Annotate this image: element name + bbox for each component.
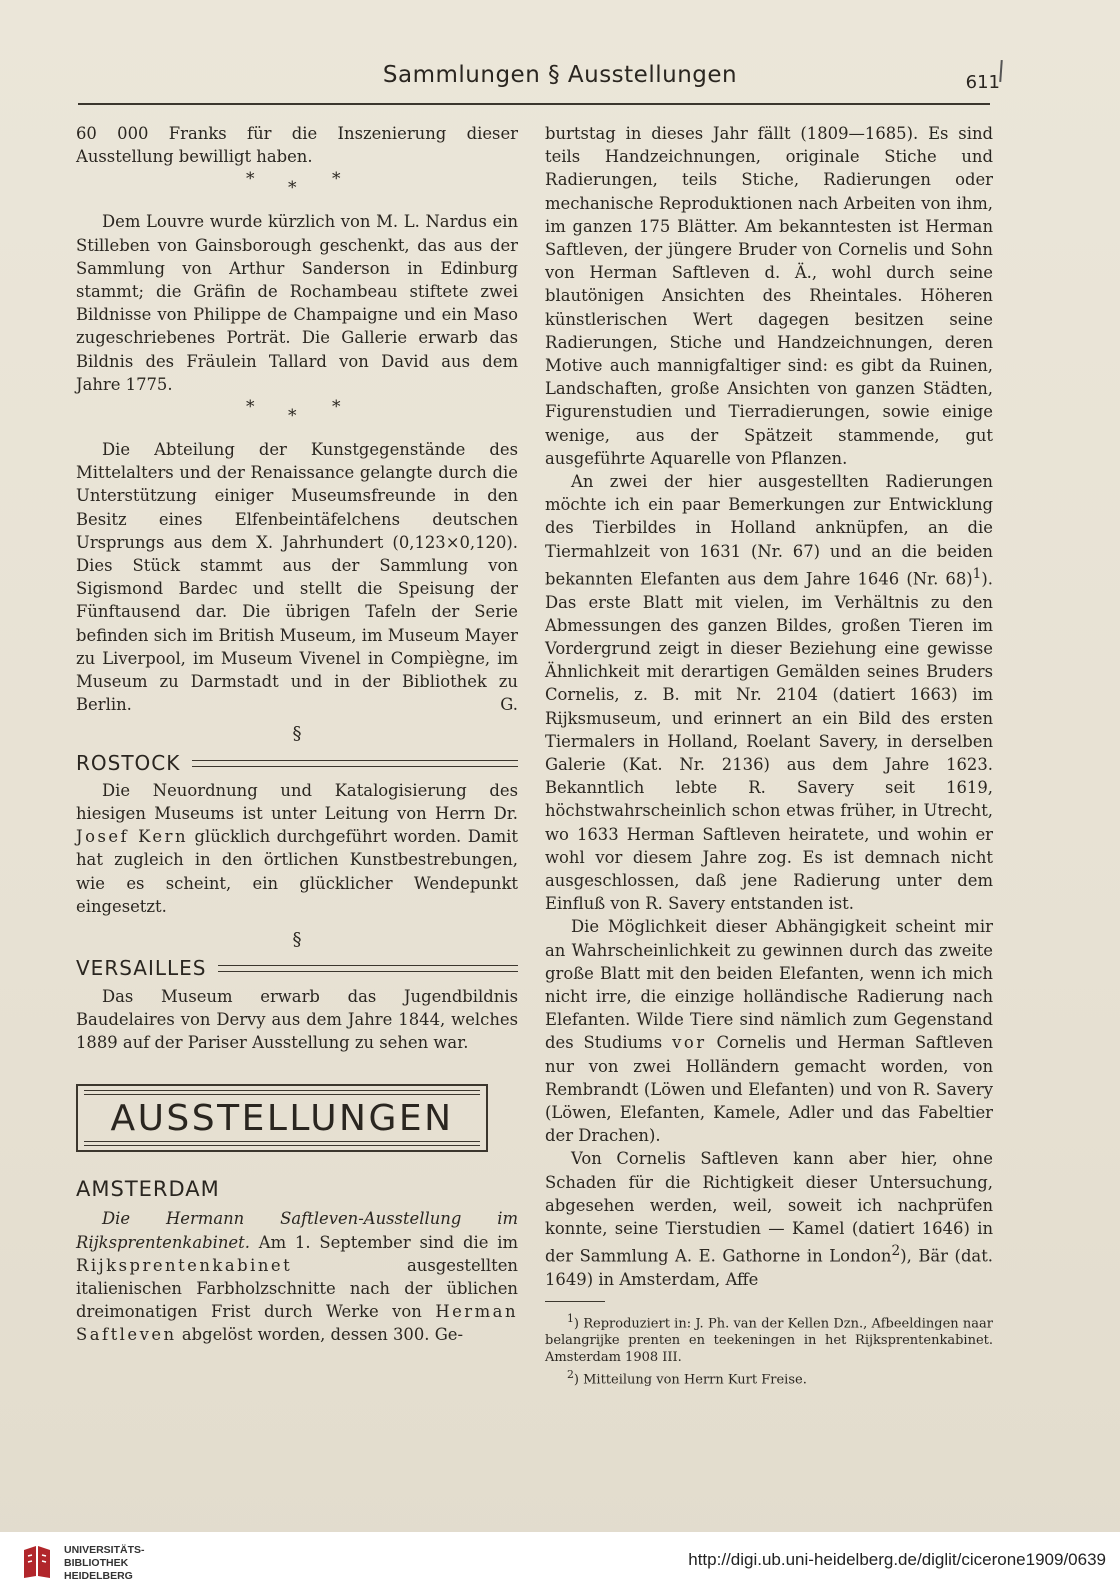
- section-ornament-icon: §: [292, 723, 302, 745]
- source-url[interactable]: http://digi.ub.uni-heidelberg.de/diglit/cicerone1909/0639: [688, 1550, 1106, 1569]
- text-run: An zwei der hier ausgestellten Radierungen möchte ich ein paar Bemerkungen zur Entwicklung des Tierbildes in Holland anknüpfen, an die Tiermahlzeit von 1631 (Nr. 67) und an die beiden bekannten Elefanten aus dem Jahre 1646 (Nr. 68): [545, 472, 993, 589]
- footnote-text: Reproduziert in: J. Ph. van der Kellen Dzn., Afbeeldingen naar belangrijke prenten en teekeningen in het Rijksprentenkabinet. Amsterdam 1908 III.: [545, 1316, 993, 1366]
- paragraph: [545, 915, 993, 1147]
- library-name-line: BIBLIOTHEK: [64, 1557, 129, 1569]
- page-number: 611: [965, 72, 1000, 93]
- section-ornament-icon: §: [292, 929, 302, 951]
- library-logo-icon[interactable]: [18, 1542, 56, 1582]
- paragraph-text: Die Abteilung der Kunstgegenstände des Mittelalters und der Renaissance gelangte durch die Unterstützung einiger Museumsfreunde in den Besitz eines Elfenbeintäfelchens deutschen Ursprungs aus dem X. Jahrhundert (0,123×0,120). Dies Stück stammt aus der Sammlung von Sigismond Bardec und stellt die Speisung der Fünftausend dar. Die übrigen Tafeln der Serie befinden sich im British Museum, im Museum Mayer zu Liverpool, im Museum Vivenel in Compiègne, im Museum zu Darmstadt und in der Bibliothek zu Berlin.: [76, 440, 518, 715]
- left-column: [76, 122, 518, 1347]
- paragraph: [76, 779, 518, 918]
- footnote-rule: [545, 1301, 605, 1302]
- paragraph: burtstag in dieses Jahr fällt (1809—1685). Es sind teils Handzeichnungen, originale Stiche und Radierungen, teils Stiche, Radierungen oder mechanische Reproduktionen nach Arbeiten von ihm, im ganzen 175 Blätter. Am bekanntesten ist Herman Saftleven, der jüngere Bruder von Cornelis und Sohn von Herman Saftleven d. Ä., wohl durch seine blautönigen Ansichten des Rheintales. Höheren künstlerischen Wert dagegen besitzen seine Radierungen, Stiche und Handzeichnungen, deren Motive auch mannigfaltiger sind: es gibt da Ruinen, Landschaften, große Ansichten von ganzen Städten, Figurenstudien und Tierradierungen, sowie einige wenige, aus der Spätzeit stammende, gut ausgeführte Aquarelle von Pflanzen.: [545, 124, 993, 468]
- right-column: [545, 122, 993, 1389]
- city-heading-versailles: [76, 957, 518, 980]
- paragraph: Dem Louvre wurde kürzlich von M. L. Nardus ein Stilleben von Gainsborough geschenkt, das aus der Sammlung von Arthur Sanderson in Edinburg stammt; die Gräfin de Rochambeau stiftete zwei Bildnisse von Philippe de Champaigne und ein Maso zugeschriebenes Porträt. Die Gallerie erwarb das Bildnis des Fräulein Tallard von David aus dem Jahre 1775.: [76, 212, 518, 394]
- person-name: Josef Kern: [76, 827, 189, 847]
- footnote-ref: 2: [891, 1243, 901, 1260]
- text-run: ), Bär (dat. 1649) in Amsterdam, Affe: [545, 1246, 993, 1289]
- text-run: . Das erste Blatt mit vielen, im Verhältnis zu den Abmessungen des ganzen Bildes, großen Tieren im Vordergrund zeigt in dieser Beziehung eine gewisse Ähnlichkeit mit derartigen Gemälden seines Bruders Cornelis, z. B. mit Nr. 2104 (datiert 1663) im Rijksmuseum, und erinnert an ein Bild des ersten Tiermalers in Holland, Roelant Savery, in derselben Galerie (Kat. Nr. 2136) aus dem Jahre 1623. Bekanntlich lebte R. Savery seit 1619, höchstwahrscheinlich schon etwas früher, in Utrecht, wo 1633 Herman Saftleven heiratete, und wohin er wohl vor diesem Jahre zog. Es ist demnach nicht ausgeschlossen, daß jene Radierung unter dem Einfluß von R. Savery entstanden ist.: [545, 569, 993, 914]
- article-title: Die Hermann Saftleven-Ausstellung im Rijksprentenkabinet.: [76, 1209, 518, 1252]
- text-run: Cornelis und Herman Saftleven nur von zwei Holländern gemacht worden, von Rembrandt (Löwen und Elefanten) und von R. Savery (Löwen, Elefanten, Kamele, Adler und das Fabeltier der Drachen).: [545, 1033, 993, 1146]
- person-name: Herman Saftleven: [76, 1302, 519, 1345]
- paragraph: 60 000 Franks für die Inszenierung dieser Ausstellung bewilligt haben.: [76, 124, 518, 167]
- footnote-text: Mitteilung von Herrn Kurt Freise.: [583, 1372, 807, 1388]
- text-run: Am 1. September sind die im: [258, 1232, 518, 1252]
- footnote: $^2$) Mitteilung von Herrn Kurt Freise.: [567, 1368, 807, 1388]
- asterism: * * *: [246, 397, 341, 427]
- city-heading-label: VERSAILLES: [76, 956, 207, 981]
- paragraph: Das Museum erwarb das Jugendbildnis Baudelaires von Dervy aus dem Jahre 1844, welches 1889 auf der Pariser Ausstellung zu sehen war.: [76, 986, 518, 1052]
- footnote-mark: 1: [567, 1312, 574, 1326]
- running-title: Sammlungen § Ausstellungen: [382, 62, 738, 88]
- paragraph: [76, 1207, 518, 1346]
- signature: G.: [500, 695, 518, 715]
- paragraph: [545, 1147, 993, 1291]
- section-title: AUSSTELLUNGEN: [110, 1097, 454, 1139]
- library-name: [64, 1544, 145, 1583]
- text-run: abgelöst worden, dessen 300. Ge-: [181, 1325, 464, 1345]
- heading-rule: [192, 760, 518, 767]
- text-run: Die Möglichkeit dieser Abhängigkeit scheint mir an Wahrscheinlichkeit zu gewinnen durch das zweite große Blatt mit den beiden Elefanten, wenn ich mich nicht irre, die einzige holländische Radierung nach Elefanten. Wilde Tiere sind nämlich zum Gegenstand des Studiums: [545, 917, 993, 1053]
- footer-bar: [0, 1532, 1120, 1591]
- paragraph: [76, 438, 518, 716]
- footnote-mark: 2: [567, 1368, 574, 1382]
- institution-name: Rijksprentenkabinet: [76, 1255, 293, 1275]
- city-heading-label: ROSTOCK: [76, 750, 181, 775]
- emphasis: vor: [672, 1033, 707, 1053]
- paragraph: An zwei der hier ausgestellten Radierungen möchte ich ein paar Bemerkungen zur Entwicklung des Tierbildes in Holland anknüpfen, an die Tiermahlzeit von 1631 (Nr. 67) und an die beiden bekannten Elefanten aus dem Jahre 1646 (Nr. 68)$^1$). Das erste Blatt mit vielen, im Verhältnis zu den Abmessungen des ganzen Bildes, großen Tieren im Vordergrund zeigt in dieser Beziehung eine gewisse Ähnlichkeit mit derartigen Gemälden seines Bruders Cornelis, z. B. mit Nr. 2104 (datiert 1663) im Rijksmuseum, und erinnert an ein Bild des ersten Tiermalers in Holland, Roelant Savery, in derselben Galerie (Kat. Nr. 2136) aus dem Jahre 1623. Bekanntlich lebte R. Savery seit 1619, höchstwahrscheinlich schon etwas früher, in Utrecht, wo 1633 Herman Saftleven heiratete, und wohin er wohl vor diesem Jahre zog. Es ist demnach nicht ausgeschlossen, daß jene Radierung unter dem Einfluß von R. Savery entstanden ist.: [545, 472, 993, 914]
- library-name-line: UNIVERSITÄTS-: [64, 1544, 145, 1556]
- section-title-box: [76, 1084, 488, 1152]
- footnote-ref: 1: [972, 565, 982, 582]
- city-heading-rostock: [76, 752, 518, 775]
- city-heading-amsterdam: AMSTERDAM: [76, 1177, 220, 1202]
- text-run: glücklich durchgeführt worden. Damit hat zugleich in den örtlichen Kunstbestrebungen, wie es scheint, ein glücklicher Wendepunkt eingesetzt.: [76, 827, 518, 916]
- heading-rule: [218, 965, 518, 972]
- text-run: ausgestellten italienischen Farbholzschnitte nach der üblichen dreimonatigen Frist durch Werke von: [76, 1255, 518, 1322]
- text-run: Von Cornelis Saftleven kann aber hier, ohne Schaden für die Richtigkeit dieser Untersuchung, abgesehen werden, weil, soweit ich nachprüfen konnte, seine Tierstudien — Kamel (datiert 1646) in der Sammlung A. E. Gathorne in London: [545, 1149, 993, 1266]
- header-rule: [78, 103, 990, 105]
- asterism: * * *: [246, 169, 341, 199]
- footnote: $^1$) Reproduziert in: J. Ph. van der Kellen Dzn., Afbeeldingen naar belangrijke prenten en teekeningen in het Rijksprentenkabinet. Amsterdam 1908 III.: [545, 1312, 993, 1366]
- text-run: Die Neuordnung und Katalogisierung des hiesigen Museums ist unter Leitung von Herrn Dr.: [76, 780, 518, 824]
- library-name-line: HEIDELBERG: [64, 1570, 133, 1582]
